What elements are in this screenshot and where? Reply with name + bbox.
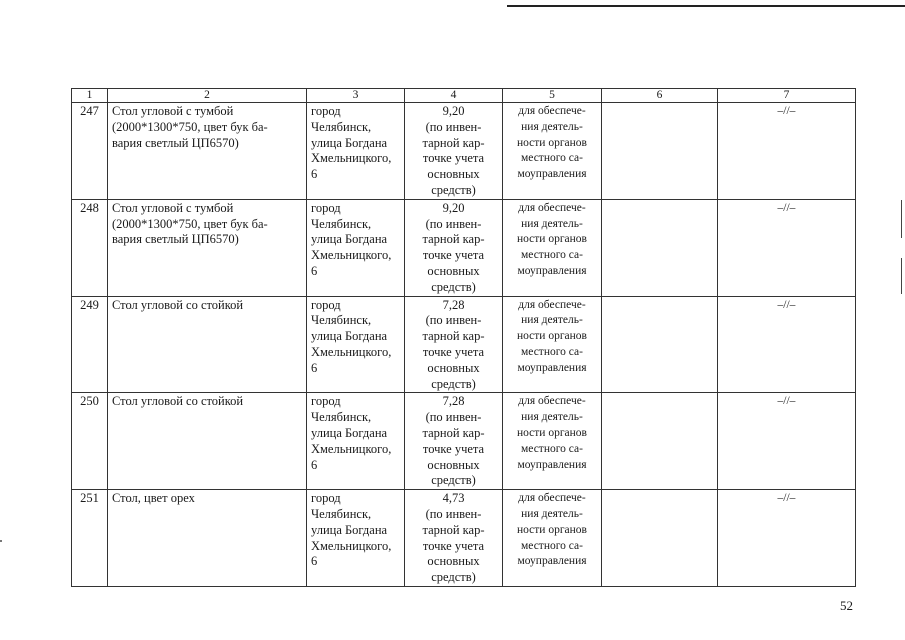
value-line: тарной кар- <box>422 232 485 247</box>
value-line: (по инвен- <box>425 410 482 425</box>
purpose-line: для обеспече- <box>518 105 586 117</box>
value-line: точке учета <box>422 344 485 359</box>
item-name-line: Стол угловой с тумбой <box>112 200 234 215</box>
value-cell <box>405 199 503 296</box>
header-cell: 4 <box>405 89 503 103</box>
address-cell <box>307 103 405 200</box>
ditto-mark-cell: –//– <box>718 199 856 296</box>
address-line: 6 <box>311 360 318 375</box>
value-line: 7,28 <box>442 394 465 409</box>
value-cell <box>405 490 503 587</box>
column-6-cell <box>602 199 718 296</box>
address-line: 6 <box>311 554 318 569</box>
purpose-line: моуправления <box>517 458 587 471</box>
row-number-cell: 248 <box>72 199 108 296</box>
purpose-line: для обеспече- <box>518 395 586 408</box>
address-line: улица Богдана <box>311 522 388 537</box>
address-line: Хмельницкого, <box>311 441 392 456</box>
page-number: 52 <box>840 598 853 613</box>
value-line: средств) <box>431 376 476 391</box>
address-line: Челябинск, <box>311 119 372 134</box>
header-cell: 5 <box>503 89 602 103</box>
purpose-line: местного са- <box>521 345 583 358</box>
purpose-line: местного са- <box>521 442 583 455</box>
purpose-line: ности органов <box>516 523 587 536</box>
value-line: тарной кар- <box>422 425 485 440</box>
address-line: Хмельницкого, <box>311 248 392 263</box>
purpose-line: ния деятель- <box>521 507 583 520</box>
column-6-cell <box>602 490 718 587</box>
address-line: город <box>311 104 341 118</box>
address-cell <box>307 490 405 587</box>
item-name-line: (2000*1300*750, цвет бук ба- <box>112 119 268 134</box>
table-row <box>72 199 856 296</box>
address-line: Хмельницкого, <box>311 344 392 359</box>
header-cell: 2 <box>108 89 307 103</box>
address-line: Хмельницкого, <box>311 151 392 166</box>
item-name-line: вария светлый ЦП6570) <box>112 232 239 247</box>
address-line: город <box>311 394 341 409</box>
purpose-line: моуправления <box>517 264 587 277</box>
item-name-cell <box>108 103 307 200</box>
address-line: улица Богдана <box>311 329 388 344</box>
purpose-line: для обеспече- <box>518 201 586 214</box>
value-line: (по инвен- <box>425 119 482 134</box>
table-row <box>72 393 856 490</box>
row-number-cell: 247 <box>72 103 108 200</box>
scan-edge-mark <box>901 258 902 294</box>
purpose-line: ния деятель- <box>521 120 583 133</box>
value-line: основных <box>427 457 480 472</box>
purpose-cell <box>503 296 602 393</box>
value-line: средств) <box>431 570 476 585</box>
ditto-mark-cell: –//– <box>718 103 856 200</box>
item-name-line: вария светлый ЦП6570) <box>112 135 239 150</box>
purpose-line: моуправления <box>517 168 587 181</box>
ditto-mark-cell: –//– <box>718 296 856 393</box>
purpose-cell <box>503 199 602 296</box>
value-line: точке учета <box>422 538 485 553</box>
purpose-line: ности органов <box>516 136 587 149</box>
purpose-line: для обеспече- <box>518 492 586 505</box>
item-name-line: Стол угловой со стойкой <box>112 297 244 312</box>
purpose-line: моуправления <box>517 555 587 568</box>
column-6-cell <box>602 296 718 393</box>
top-rule <box>507 5 905 7</box>
column-6-cell <box>602 393 718 490</box>
scan-edge-mark <box>901 200 902 238</box>
purpose-line: местного са- <box>521 152 583 165</box>
address-line: Челябинск, <box>311 313 372 328</box>
column-6-cell <box>602 103 718 200</box>
address-line: город <box>311 491 341 506</box>
value-line: 7,28 <box>442 297 465 312</box>
table-row <box>72 296 856 393</box>
value-line: основных <box>427 167 480 182</box>
header-cell: 7 <box>718 89 856 103</box>
value-line: основных <box>427 360 480 375</box>
address-line: 6 <box>311 167 318 182</box>
purpose-line: ности органов <box>516 426 587 439</box>
purpose-cell <box>503 103 602 200</box>
table-row <box>72 103 856 200</box>
value-line: точке учета <box>422 441 485 456</box>
value-cell <box>405 393 503 490</box>
property-table <box>71 88 856 587</box>
value-line: средств) <box>431 473 476 488</box>
purpose-line: моуправления <box>517 361 587 374</box>
address-line: 6 <box>311 263 318 278</box>
address-line: улица Богдана <box>311 232 388 247</box>
value-line: 4,73 <box>442 491 465 506</box>
purpose-cell <box>503 490 602 587</box>
table-row <box>72 490 856 587</box>
address-line: 6 <box>311 457 318 472</box>
value-cell <box>405 103 503 200</box>
address-line: Хмельницкого, <box>311 538 392 553</box>
item-name-line: Стол, цвет орех <box>112 491 195 506</box>
scan-speck <box>0 540 2 542</box>
item-name-cell <box>108 199 307 296</box>
purpose-line: для обеспече- <box>518 298 586 311</box>
address-line: Челябинск, <box>311 216 372 231</box>
value-line: точке учета <box>422 151 485 166</box>
address-line: улица Богдана <box>311 425 388 440</box>
address-line: Челябинск, <box>311 506 372 521</box>
header-cell: 3 <box>307 89 405 103</box>
value-line: основных <box>427 263 480 278</box>
item-name-line: Стол угловой со стойкой <box>112 394 244 409</box>
purpose-line: местного са- <box>521 249 583 262</box>
value-line: (по инвен- <box>425 216 482 231</box>
address-line: улица Богдана <box>311 135 388 150</box>
value-line: 9,20 <box>442 104 465 118</box>
item-name-line: Стол угловой с тумбой <box>112 104 234 118</box>
purpose-line: ности органов <box>516 233 587 246</box>
item-name-cell <box>108 296 307 393</box>
purpose-cell <box>503 393 602 490</box>
value-line: средств) <box>431 279 476 294</box>
value-cell <box>405 296 503 393</box>
value-line: тарной кар- <box>422 135 485 150</box>
row-number-cell: 251 <box>72 490 108 587</box>
ditto-mark-cell: –//– <box>718 393 856 490</box>
address-cell <box>307 393 405 490</box>
header-cell: 6 <box>602 89 718 103</box>
purpose-line: ности органов <box>516 330 587 343</box>
purpose-line: ния деятель- <box>521 314 583 327</box>
item-name-cell <box>108 393 307 490</box>
address-cell <box>307 199 405 296</box>
purpose-line: ния деятель- <box>521 217 583 230</box>
value-line: (по инвен- <box>425 506 482 521</box>
address-line: город <box>311 200 341 215</box>
row-number-cell: 249 <box>72 296 108 393</box>
purpose-line: местного са- <box>521 539 583 552</box>
address-cell <box>307 296 405 393</box>
header-cell: 1 <box>72 89 108 103</box>
address-line: Челябинск, <box>311 410 372 425</box>
value-line: 9,20 <box>442 200 465 215</box>
value-line: точке учета <box>422 248 485 263</box>
value-line: (по инвен- <box>425 313 482 328</box>
address-line: город <box>311 297 341 312</box>
table-header-row <box>72 89 856 103</box>
ditto-mark-cell: –//– <box>718 490 856 587</box>
value-line: основных <box>427 554 480 569</box>
row-number-cell: 250 <box>72 393 108 490</box>
item-name-line: (2000*1300*750, цвет бук ба- <box>112 216 268 231</box>
value-line: тарной кар- <box>422 522 485 537</box>
item-name-cell <box>108 490 307 587</box>
value-line: тарной кар- <box>422 329 485 344</box>
value-line: средств) <box>431 182 476 197</box>
purpose-line: ния деятель- <box>521 411 583 424</box>
